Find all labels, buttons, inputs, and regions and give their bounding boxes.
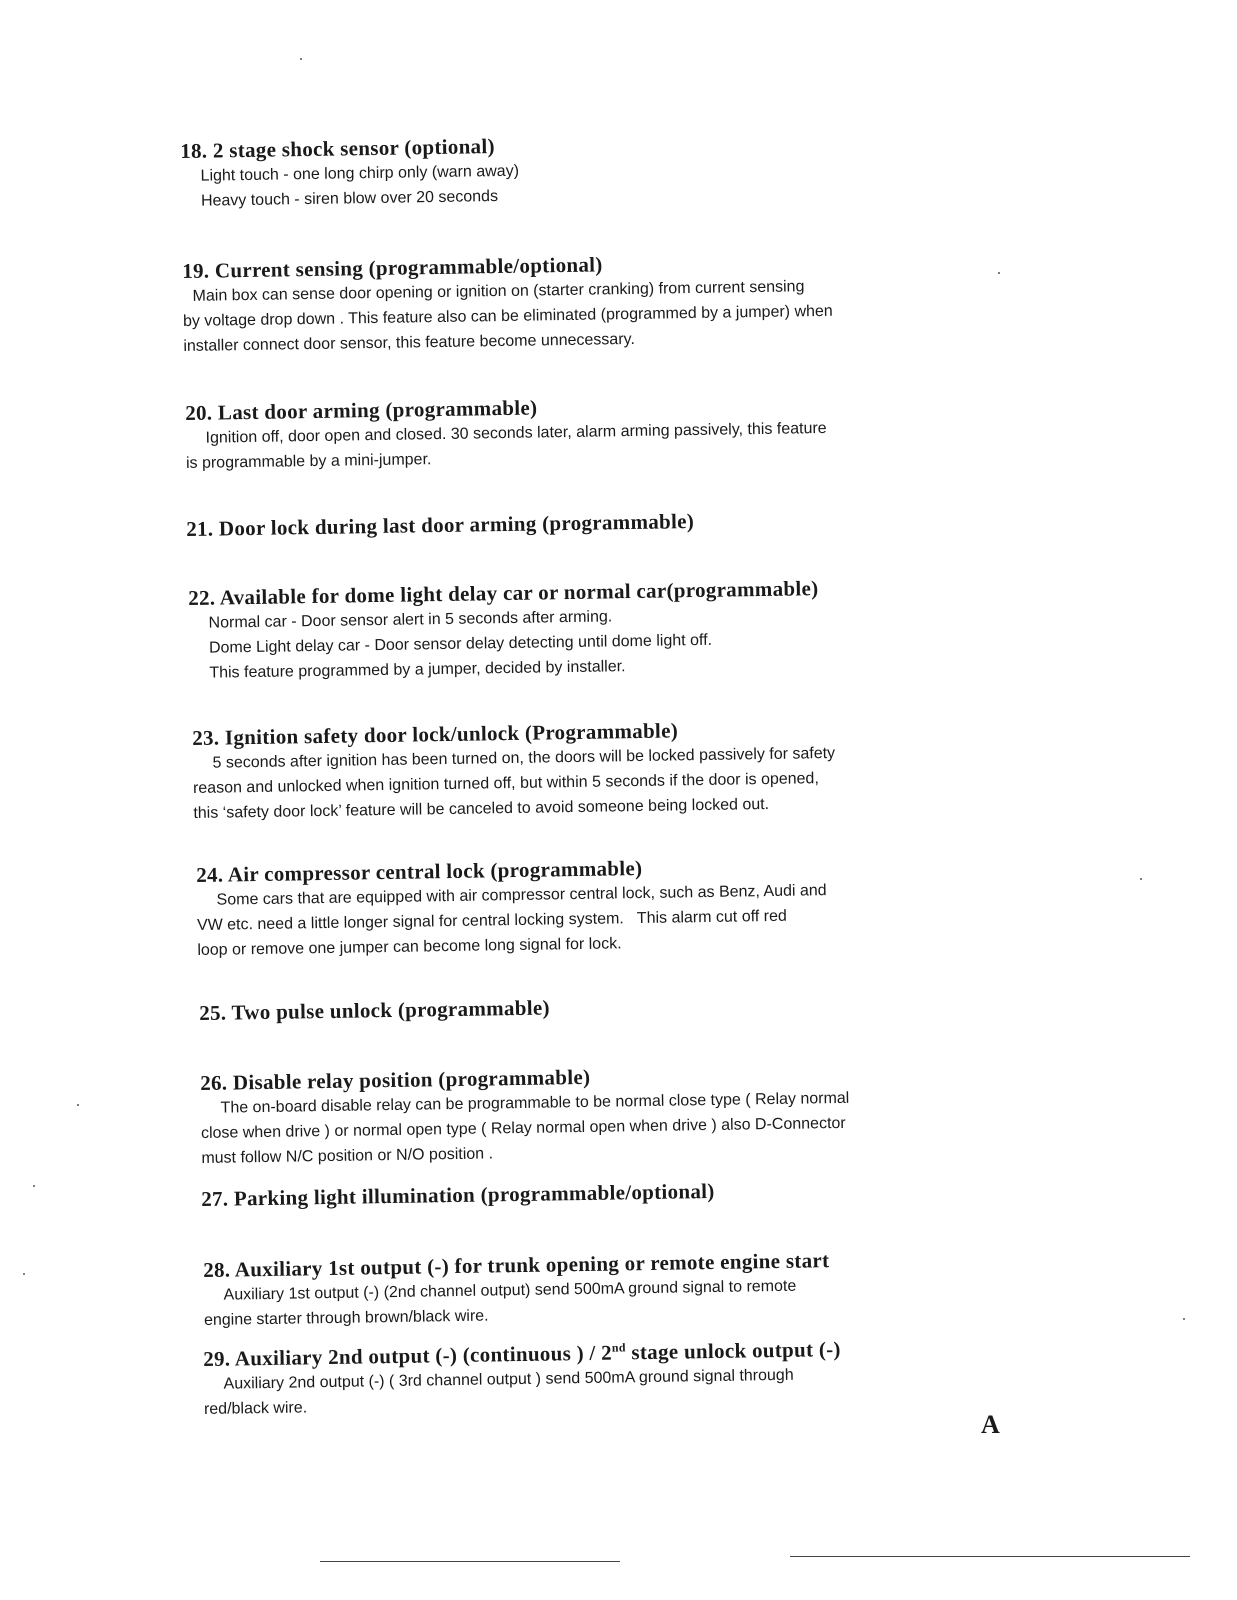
section-heading: 27. Parking light illumination (programmable/optional) — [201, 1178, 715, 1211]
section-22 — [188, 573, 959, 686]
section-heading: 21. Door lock during last door arming (programmable) — [186, 509, 695, 541]
section-19 — [182, 246, 953, 359]
section-heading: 20. Last door arming (programmable) — [185, 395, 538, 425]
body-line: Main box can sense door opening or ignition on (starter cranking) from current sensing — [192, 278, 805, 305]
body-line: Heavy touch - siren blow over 20 seconds — [200, 188, 499, 210]
bottom-rule — [320, 1561, 620, 1562]
section-body — [192, 739, 963, 826]
section-body — [200, 1084, 971, 1171]
body-line: Ignition off, door open and closed. 30 seconds later, alarm arming passively, this feature — [205, 419, 827, 447]
section-21 — [186, 504, 956, 542]
section-body — [182, 272, 953, 359]
section-23 — [192, 713, 963, 826]
section-18 — [180, 126, 951, 214]
section-25 — [199, 988, 969, 1026]
body-line: by voltage drop down . This feature also can be eliminated (programmed by a jumper) when — [182, 302, 833, 330]
body-line: Normal car - Door sensor alert in 5 seconds after arming. — [208, 608, 613, 632]
heading-text: 29. Auxiliary 2nd output (-) (continuous ) / 2 — [203, 1340, 613, 1371]
section-heading: 18. 2 stage shock sensor (optional) — [180, 134, 495, 163]
body-line: VW etc. need a little longer signal for central locking system. This alarm cut off red — [196, 907, 787, 934]
body-line: Auxiliary 1st output (-) (2nd channel output) send 500mA ground signal to remote — [223, 1277, 797, 1304]
section-20 — [185, 388, 956, 476]
body-line: Some cars that are equipped with air compressor central lock, such as Benz, Audi and — [216, 882, 827, 909]
body-line: Dome Light delay car - Door sensor delay detecting until dome light off. — [208, 631, 713, 657]
body-line: This feature programmed by a jumper, decided by installer. — [209, 658, 626, 682]
scan-speck — [1183, 1318, 1185, 1320]
section-heading: 24. Air compressor central lock (programmable) — [196, 855, 643, 887]
section-26 — [200, 1058, 971, 1171]
body-line: Light touch - one long chirp only (warn away) — [200, 162, 520, 185]
body-line: loop or remove one jumper can become long signal for lock. — [197, 935, 622, 959]
section-body — [185, 414, 956, 476]
scan-speck — [300, 58, 302, 60]
section-24 — [196, 850, 967, 963]
section-body — [196, 876, 967, 963]
bottom-rule — [790, 1556, 1190, 1557]
section-heading: 26. Disable relay position (programmable) — [200, 1064, 591, 1095]
body-line: is programmable by a mini-jumper. — [185, 451, 432, 472]
body-line: close when drive ) or normal open type ( Relay normal open when drive ) also D-Connector — [200, 1114, 846, 1142]
section-29 — [203, 1334, 974, 1422]
body-line: reason and unlocked when ignition turned off, but within 5 seconds if the door is opened, — [192, 770, 819, 797]
section-heading: 23. Ignition safety door lock/unlock (Programmable) — [192, 718, 679, 750]
body-line: this ‘safety door lock’ feature will be canceled to avoid someone being locked out. — [193, 795, 770, 822]
section-body — [180, 152, 951, 214]
section-heading: 19. Current sensing (programmable/optional) — [182, 252, 603, 283]
scan-speck — [998, 272, 1000, 274]
section-heading: 25. Two pulse unlock (programmable) — [199, 995, 550, 1025]
scan-speck — [23, 1273, 25, 1275]
section-heading: 28. Auxiliary 1st output (-) for trunk opening or remote engine start — [203, 1248, 830, 1282]
page-letter: A — [981, 1410, 1000, 1439]
body-line: must follow N/C position or N/O position . — [201, 1145, 494, 1167]
section-body — [203, 1271, 974, 1333]
section-27 — [201, 1174, 971, 1212]
scan-speck — [77, 1104, 79, 1106]
scan-speck — [1140, 878, 1142, 880]
scan-speck — [33, 1185, 35, 1187]
section-28 — [203, 1245, 974, 1333]
section-body — [203, 1360, 974, 1422]
heading-text: stage unlock output (-) — [625, 1336, 841, 1365]
body-line: 5 seconds after ignition has been turned on, the doors will be locked passively for safety — [212, 744, 836, 772]
body-line: red/black wire. — [203, 1399, 308, 1418]
body-line: The on-board disable relay can be programmable to be normal close type ( Relay normal — [220, 1089, 850, 1117]
body-line: Auxiliary 2nd output (-) ( 3rd channel output ) send 500mA ground signal through — [223, 1366, 794, 1393]
heading-superscript: nd — [611, 1340, 626, 1355]
section-body — [188, 599, 959, 686]
body-line: engine starter through brown/black wire. — [203, 1307, 489, 1329]
body-line: installer connect door sensor, this feature become unnecessary. — [183, 330, 635, 355]
section-heading: 22. Available for dome light delay car or normal car(programmable) — [188, 576, 819, 610]
